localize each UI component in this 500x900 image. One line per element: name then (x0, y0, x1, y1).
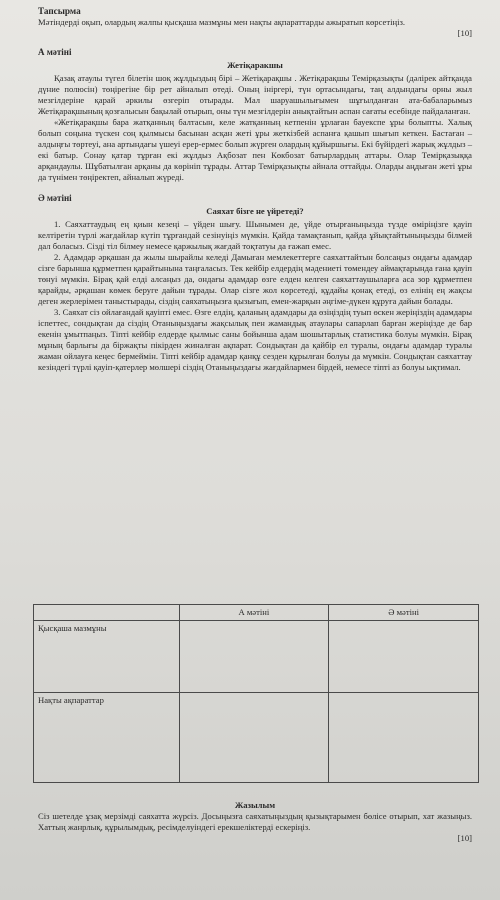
essay-instruction: Сіз шетелде ұзақ мерзімді саяхатта жүрсіз. Досыңызға саяхатыңыздың қызықтарымен бөлісе отырып, хат жазыңыз. Хаттың жанрлық, құрылымдық, ресімделуіндегі ерекшеліктерді ескеріңіз. (38, 811, 472, 832)
answer-table-row-summary-label: Қысқаша мазмұны (34, 621, 180, 693)
text-b-paragraph-2: 2. Адамдар әрқашан да жылы шырайлы келеді Дамыған мемлекеттерге саяхаттайтын болсаңыз ондағы адамдар сізге барынша құрметпен қарайтынына таңғаласыз. Тек кейбір елдердің мәдениеті төмендеу аймақтарында ғана қауіп төнуі мүмкін. Бірақ қай елді алсаңыз да, ондағы адамдар өзге елден келген саяхаттаушыларға аса зор құрметпен қарайды, әрқашан көмек беруге дайын тұрады. Олар сізге жол көрсетеді, құдайы қонақ етеді, өз елінің ең жақсы деген жерлерімен таныстырады, сіздің саяхатыңызға қызығып, емен-жарқын әңгіме-дүкен құруға дайын болады. (38, 252, 472, 306)
text-b-section-label: Ә мәтіні (38, 193, 72, 203)
text-a-section-label: А мәтіні (38, 47, 72, 57)
answer-cell-facts-b[interactable] (329, 693, 479, 783)
essay-title: Жазылым (234, 800, 276, 810)
task-label: Тапсырма (38, 6, 81, 16)
text-b-paragraph-1: 1. Саяхаттаудың ең қиын кезеңі – үйден шығу. Шынымен де, үйде отырғаныңызда түзде өміріңізге қауіп келтіретін түрлі жағдайлар күтіп тұрғандай сезінуіңіз мүмкін. Қайда тамақтанып, қайда ұйықтайтыныңызды білмей дал боласыз. Сізді тіл білмеу немесе қаржылық жағдай тоқтатуы да ғажап емес. (38, 219, 472, 251)
answer-cell-summary-a[interactable] (179, 621, 329, 693)
task-points: [10] (457, 28, 472, 38)
answer-table-row-facts-label: Нақты ақпараттар (34, 693, 180, 783)
answer-table-header-b: Ә мәтіні (329, 605, 479, 621)
essay-points: [10] (457, 833, 472, 843)
answer-cell-summary-b[interactable] (329, 621, 479, 693)
essay-section (38, 800, 472, 844)
answer-table-corner (34, 605, 180, 621)
text-b-title: Саяхат бізге не үйретеді? (206, 206, 304, 216)
answer-cell-facts-a[interactable] (179, 693, 329, 783)
answer-table (33, 604, 479, 783)
answer-table-header-a: А мәтіні (179, 605, 329, 621)
text-a-title: Жетіқаракшы (227, 60, 283, 70)
task-instruction: Мәтіндерді оқып, олардың жалпы қысқаша мазмұны мен нақты ақпараттарды ажыратып көрсетіңіз. (38, 17, 406, 27)
text-a-paragraph-2: «Жетіқарақшы бара жатқанның балтасын, келе жатқанның кетпенін ұрлаған бауекспе ұры болыпты. Халық болып соңына түскен соң қылмысы басынан асқан жеті ұры жеткізбей аспанға қашып шығып кеткен. Бастаған – алдыңғы төртеуі, ана артындағы үшеуі ерер-ермес болып жүрген олардың құйыршығы. Екі бүйірдегі жарық жұлдыз – екі батыр. Сонау қатар тұрған екі жұлдыз Ақбозат пен Көкбозат батырлардың аттары. Олар Темірқазыққа арқандаулы. Шұбатылған арқаны да көрініп тұрады. Аттар Темірқазықты айнала оттайды. Оларды аңдыған жеті ұры да түнімен төңіректеп, айналып жүреді. (38, 117, 472, 182)
text-b-paragraph-3: 3. Саяхат сіз ойлағандай қауіпті емес. Өзге елдің, қаланың адамдары да өзіңіздің туып өскен жеріңіздің адамдары іспеттес, сондықтан да сіздің Отаныңыздағы жақсылық пен жамандық атаулары сапарлап барған жеріңізде де бар екенін ұмытпаңыз. Тіпті кейбір елдерде қылмыс саны бойынша адам шошытарлық статистика болуы мүмкін. Бірақ мұның барлығы да біржақты пікірден жиналған ақпарат. Сондықтан да қайбір ел туралы, ондағы адамдар туралы жаман ойлауға кеңес бермеймін. Тіпті кейбір адамдар қанқұ сезден құрылған болуы да мүмкін. Сондықтан саяхаттау кезіндегі түрлі қауіп-қатерлер мөлшері сіздің Отаныңыздағы жағдайлармен бірдей, немесе тіпті аз болуы ықтимал. (38, 307, 472, 372)
text-a-paragraph-1: Қазақ атаулы түгел білетін шоқ жұлдыздың бірі – Жетіқарақшы . Жетіқарақшы Темірқазықты (дәлірек айтқанда дүние полюсін) төңірегіне бір рет айналып өтеді. Оның ініргері, түн ортасындағы, таң алдындағы орны жыл мезгілдеріне қарай әркилы өзгеріп отырады. Мал шаруашылығымен шұғылданған ата-бабаларымыз Жетіқарақшының қозғалысын бақылай отырып, оны түн мезгілдерін анықтайтын аспан сағаты есебінде пайдаланған. (38, 73, 472, 116)
